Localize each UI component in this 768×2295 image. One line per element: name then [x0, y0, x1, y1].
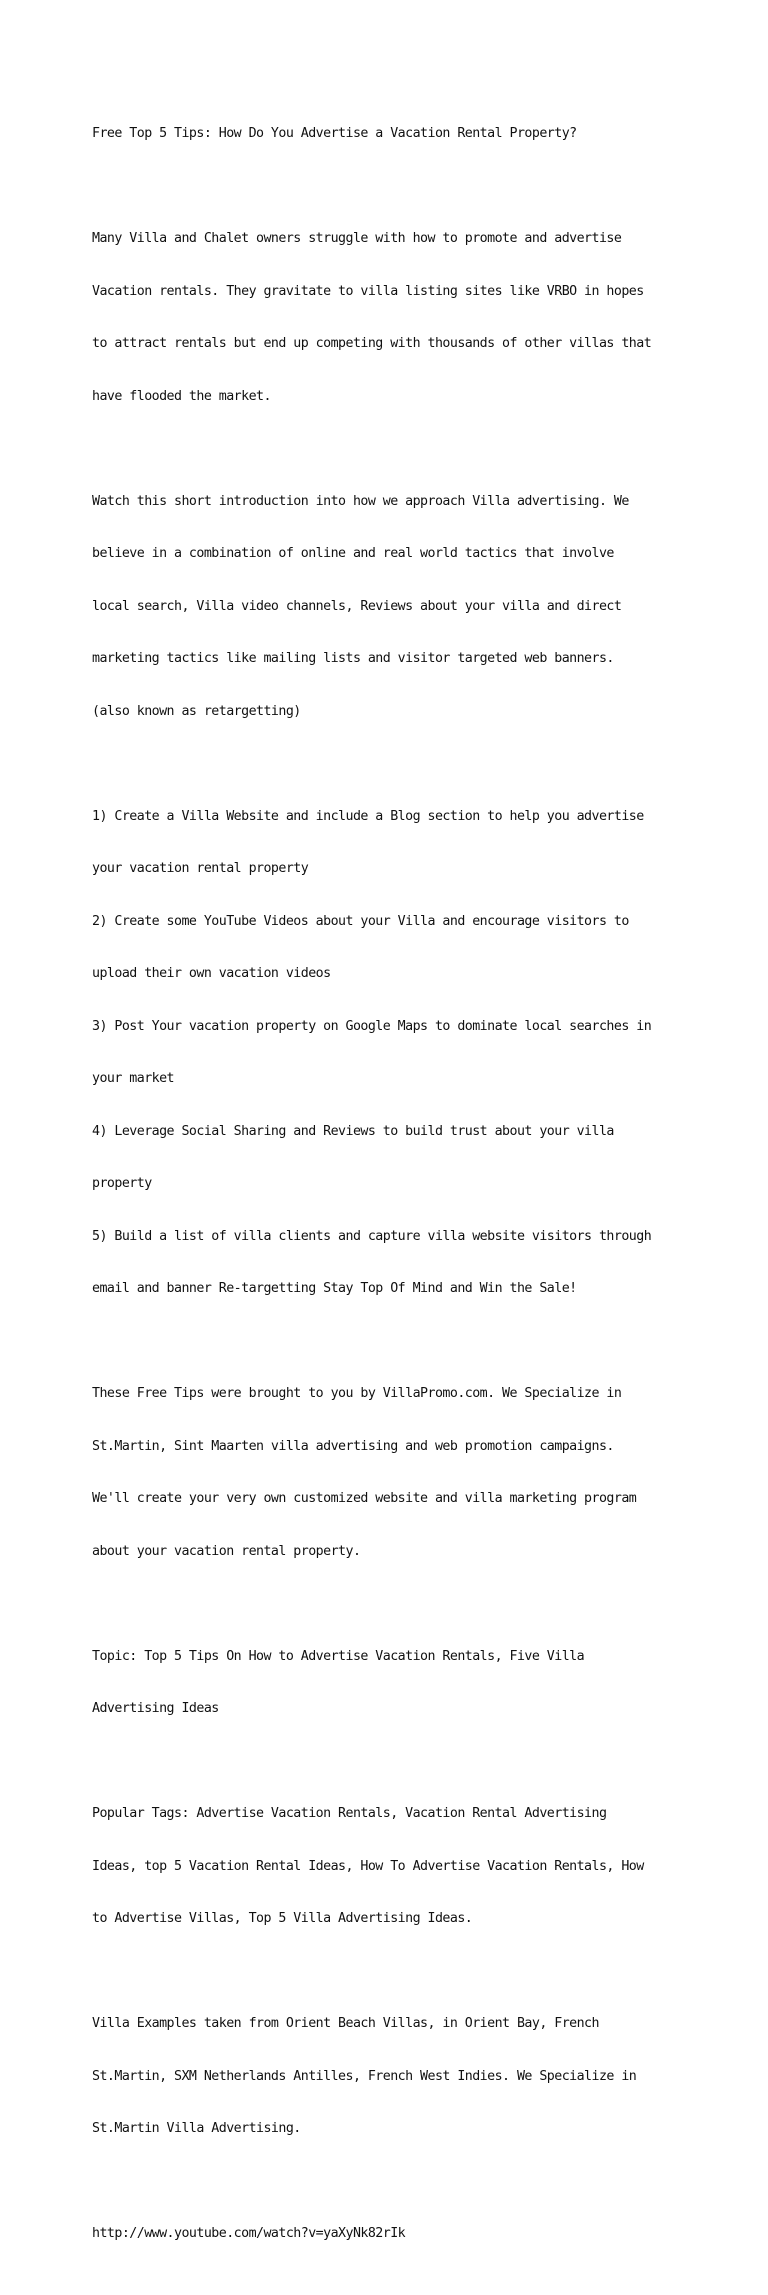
examples-paragraph [92, 1980, 692, 2173]
topic-line: Topic: Top 5 Tips On How to Advertise Vacation Rentals, Five Villa [92, 1648, 585, 1664]
examples-line: St.Martin Villa Advertising. [92, 2121, 301, 2136]
watch-line: local search, Villa video channels, Reviews about your villa and direct [92, 598, 622, 614]
tip-line: email and banner Re-targetting Stay Top Of Mind and Win the Sale! [92, 1281, 577, 1296]
intro-paragraph [92, 195, 692, 440]
title-line: Free Top 5 Tips: How Do You Advertise a Vacation Rental Property? [92, 126, 577, 141]
tip-line: property [92, 1176, 152, 1191]
document-title [92, 90, 692, 178]
tip-line: 2) Create some YouTube Videos about your Villa and encourage visitors to [92, 913, 629, 929]
topic-line: Advertising Ideas [92, 1701, 219, 1716]
intro-line: Many Villa and Chalet owners struggle with how to promote and advertise [92, 231, 622, 246]
topic-paragraph [92, 1613, 692, 1753]
brought-by-line: We'll create your very own customized website and villa marketing program [92, 1491, 637, 1506]
tags-line: Popular Tags: Advertise Vacation Rentals, Vacation Rental Advertising [92, 1806, 607, 1821]
tags-line: Ideas, top 5 Vacation Rental Ideas, How To Advertise Vacation Rentals, How [92, 1858, 644, 1874]
tip-line: 5) Build a list of villa clients and capture villa website visitors through [92, 1228, 652, 1244]
watch-line: marketing tactics like mailing lists and visitor targeted web banners. [92, 651, 614, 666]
watch-line: Watch this short introduction into how we approach Villa advertising. We [92, 493, 629, 509]
intro-line: Vacation rentals. They gravitate to villa listing sites like VRBO in hopes [92, 283, 644, 299]
tip-line: your market [92, 1071, 175, 1086]
watch-line: believe in a combination of online and real world tactics that involve [92, 546, 614, 561]
tip-line: upload their own vacation videos [92, 966, 331, 981]
intro-line: have flooded the market. [92, 388, 271, 404]
intro-line: to attract rentals but end up competing with thousands of other villas that [92, 336, 652, 351]
examples-line: St.Martin, SXM Netherlands Antilles, French West Indies. We Specialize in [92, 2068, 637, 2084]
video-url: http://www.youtube.com/watch?v=yaXyNk82rIk [92, 2226, 406, 2241]
tip-line: 1) Create a Villa Website and include a Blog section to help you advertise [92, 808, 644, 824]
brought-by-paragraph [92, 1350, 692, 1595]
tips-list [92, 773, 692, 1333]
tip-line: your vacation rental property [92, 861, 309, 876]
tags-paragraph [92, 1770, 692, 1963]
document-page [92, 90, 692, 2295]
watch-line: (also known as retargetting) [92, 703, 301, 719]
tip-line: 3) Post Your vacation property on Google Maps to dominate local searches in [92, 1018, 652, 1034]
brought-by-line: about your vacation rental property. [92, 1543, 361, 1559]
tags-line: to Advertise Villas, Top 5 Villa Advertising Ideas. [92, 1911, 473, 1926]
brought-by-line: St.Martin, Sint Maarten villa advertising and web promotion campaigns. [92, 1438, 614, 1454]
examples-line: Villa Examples taken from Orient Beach Villas, in Orient Bay, French [92, 2016, 599, 2031]
tip-line: 4) Leverage Social Sharing and Reviews to build trust about your villa [92, 1123, 614, 1139]
watch-paragraph [92, 458, 692, 756]
brought-by-line: These Free Tips were brought to you by VillaPromo.com. We Specialize in [92, 1386, 622, 1401]
url-paragraph [92, 2190, 692, 2278]
